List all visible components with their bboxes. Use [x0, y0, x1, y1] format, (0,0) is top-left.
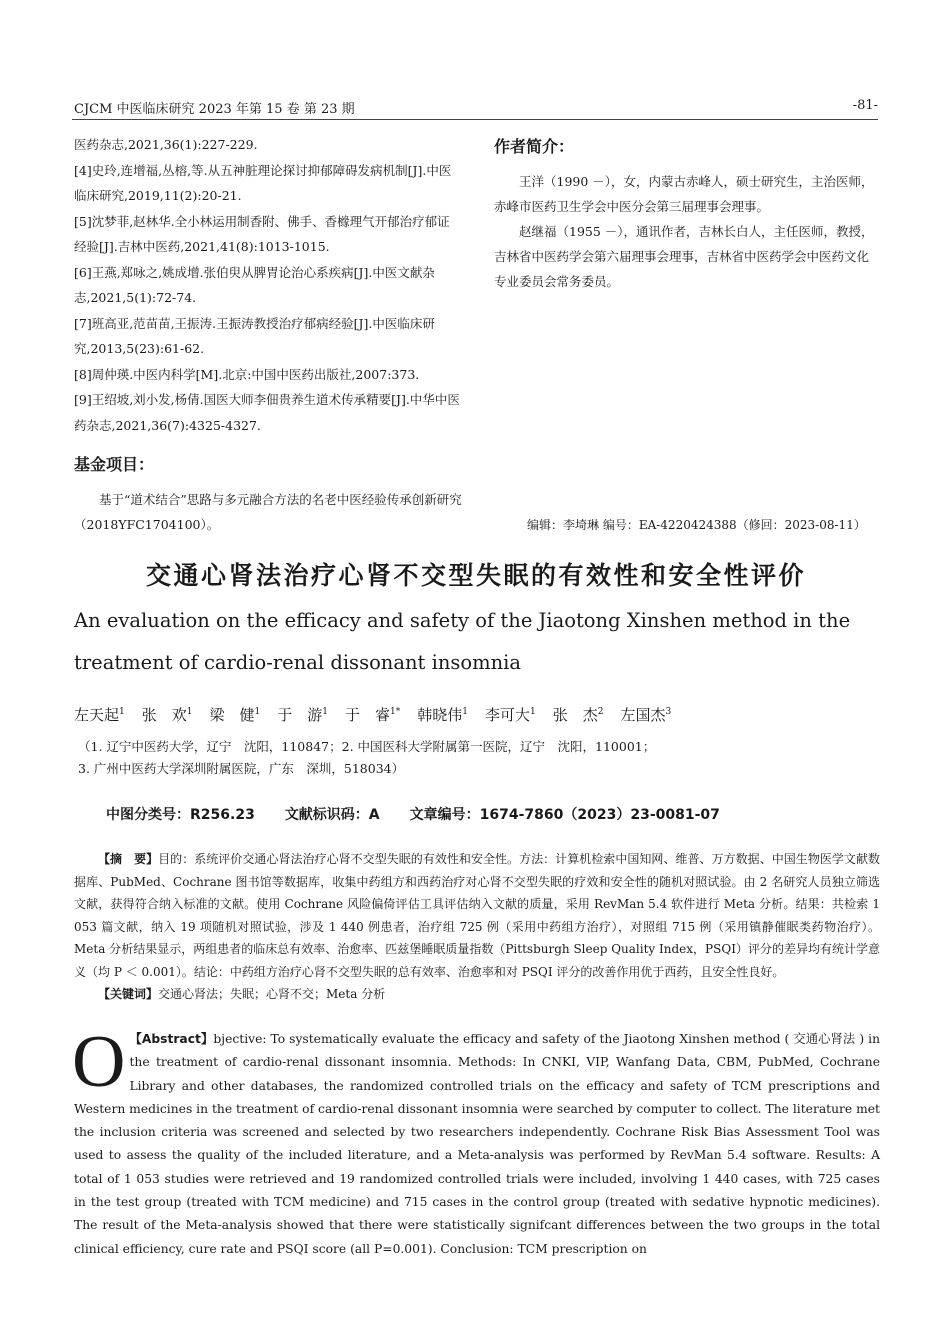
classification-line: [106, 804, 720, 824]
author: 左国杰$^3$: [620, 706, 672, 724]
author: 左天起$^1$: [74, 706, 125, 724]
author-intro-p2: 赵继福（1955 －），通讯作者，吉林长白人，主任医师，教授，吉林省中医药学会第六届理事会理事，吉林省中医药学会中医药文化专业委员会常务委员。: [494, 224, 874, 289]
affiliation-line: 3. 广州中医药大学深圳附属医院，广东 深圳，518034）: [78, 761, 405, 776]
abstract-en-text: bjective: To systematically evaluate the efficacy and safety of the Jiaotong Xinshen method ( 交通心肾法 ) in the treatment of cardio-renal dissonant insomnia. Methods: In CNKI, VIP, Wanfang Data, CBM, PubMed, Cochrane Library and other databases, the randomized controlled trials on the efficacy and safety of TCM prescriptions and Western medicines in the treatment of cardio-renal dissonant insomnia were searched by computer to collect. The literature met the inclusion criteria was screened and selected by two researchers independently. Cochrane Risk Bias Assessment Tool was used to assess the quality of the included literature, and a Meta-analysis was performed by RevMan 5.4 software. Results: A total of 1 053 studies were retrieved and 19 randomized controlled trials were included, involving 1 440 cases, with 725 cases in the test group (treated with TCM medicine) and 715 cases in the control group (treated with sedative hypnotic medicines). The result of the Meta-analysis showed that there were statistically signifcant differences between the two groups in the total clinical efficiency, cure rate and PSQI score (all P=0.001). Conclusion: TCM prescription on: [74, 1032, 880, 1256]
article-title-en: An evaluation on the efficacy and safety of the Jiaotong Xinshen method in the treatment of cardio-renal dissonant insomnia: [74, 609, 851, 674]
reference-item: 医药杂志,2021,36(1):227-229.: [74, 137, 258, 152]
abstract-cn: [74, 848, 880, 983]
reference-item: [7]班高亚,范苗苗,王振涛.王振涛教授治疗郁病经验[J].中医临床研究,2013,5(23):61-62.: [74, 315, 435, 356]
author: 张 欢$^1$: [141, 706, 193, 724]
author: 梁 健$^1$: [209, 706, 261, 724]
author-intro: [494, 134, 878, 294]
article-title-cn: 交通心肾法治疗心肾不交型失眠的有效性和安全性评价: [145, 561, 806, 590]
author-intro-p1: 王洋（1990 －），女，内蒙古赤峰人，硕士研究生，主治医师，赤峰市医药卫生学会中医分会第三届理事会理事。: [494, 174, 874, 214]
clc-number: 中图分类号：R256.23: [106, 807, 255, 823]
reference-item: [8]周仲瑛.中医内科学[M].北京:中国中医药出版社,2007:373.: [74, 366, 420, 382]
abstract-en-label: 【Abstract】: [129, 1032, 214, 1046]
journal-header: CJCM 中医临床研究 2023 年第 15 卷 第 23 期: [74, 102, 355, 117]
author: 张 杰$^2$: [552, 706, 604, 724]
author-list: [74, 704, 671, 725]
author: 韩晓伟$^1$: [417, 706, 468, 724]
keywords-label: 【关键词】: [98, 987, 159, 1001]
fund-section: [74, 452, 464, 537]
author: 于 游$^1$: [277, 706, 328, 724]
fund-title: 基金项目：: [74, 455, 155, 474]
abstract-en: [72, 1021, 880, 1261]
keywords-text: 交通心肾法；失眠；心肾不交；Meta 分析: [158, 987, 386, 1001]
document-code: 文献标识码：A: [284, 807, 380, 823]
author-intro-title: 作者简介：: [494, 137, 575, 156]
drop-cap: O: [72, 1021, 126, 1103]
abstract-cn-label: 【摘 要】: [98, 852, 159, 866]
affiliations: [78, 736, 898, 780]
abstract-cn-text: 目的：系统评价交通心肾法治疗心肾不交型失眠的有效性和安全性。方法：计算机检索中国知网、维普、万方数据、中国生物医学文献数据库、PubMed、Cochrane 图书馆等数据库，收集中药组方和西药治疗对心肾不交型失眠的疗效和安全性的随机对照试验。由 2 名研究人员独立筛选文献，获得符合纳入标准的文献。使用 Cochrane 风险偏倚评估工具评估纳入文献的质量，采用 RevMan 5.4 软件进行 Meta 分析。结果：共检索 1 053 篇文献，纳入 19 项随机对照试验，涉及 1 440 例患者，治疗组 725 例（采用中药组方治疗），对照组 715 例（采用镇静催眠类药物治疗）。Meta 分析结果显示，两组患者的临床总有效率、治愈率、匹兹堡睡眠质量指数（Pittsburgh Sleep Quality Index，PSQI）评分的差异均有统计学意义（均 P ＜ 0.001）。结论：中药组方治疗心肾不交型失眠的总有效率、治愈率和对 PSQI 评分的改善作用优于西药，且安全性良好。: [74, 852, 880, 979]
keywords-line: [98, 985, 385, 1002]
article-number: 文章编号：1674-7860（2023）23-0081-07: [409, 807, 720, 823]
editor-line: 编辑：李埼琳 编号：EA-4220424388（修回：2023-08-11）: [527, 518, 866, 532]
references-list: [74, 132, 462, 438]
fund-text: 基于“道术结合”思路与多元融合方法的名老中医经验传承创新研究（2018YFC1704100）。: [74, 492, 462, 532]
reference-item: [4]史玲,连增福,丛榕,等.从五神脏理论探讨抑郁障碍发病机制[J].中医临床研究,2019,11(2):20-21.: [74, 162, 452, 203]
page-number: -81-: [852, 98, 878, 113]
reference-item: [9]王绍坡,刘小发,杨倩.国医大师李佃贵养生道术传承精要[J].中华中医药杂志,2021,36(7):4325-4327.: [74, 392, 460, 433]
author: 李可大$^1$: [485, 706, 536, 724]
author: 于 睿$^{1*}$: [345, 706, 401, 724]
reference-item: [6]王燕,郑咏之,姚成增.张伯臾从脾胃论治心系疾病[J].中医文献杂志,2021,5(1):72-74.: [74, 264, 435, 305]
reference-item: [5]沈梦菲,赵林华.全小林运用制香附、佛手、香橼理气开郁治疗郁证经验[J].吉林中医药,2021,41(8):1013-1015.: [74, 213, 450, 254]
header-rule: [72, 119, 878, 120]
affiliation-line: （1. 辽宁中医药大学，辽宁 沈阳，110847；2. 中国医科大学附属第一医院，辽宁 沈阳，110001；: [78, 739, 656, 754]
